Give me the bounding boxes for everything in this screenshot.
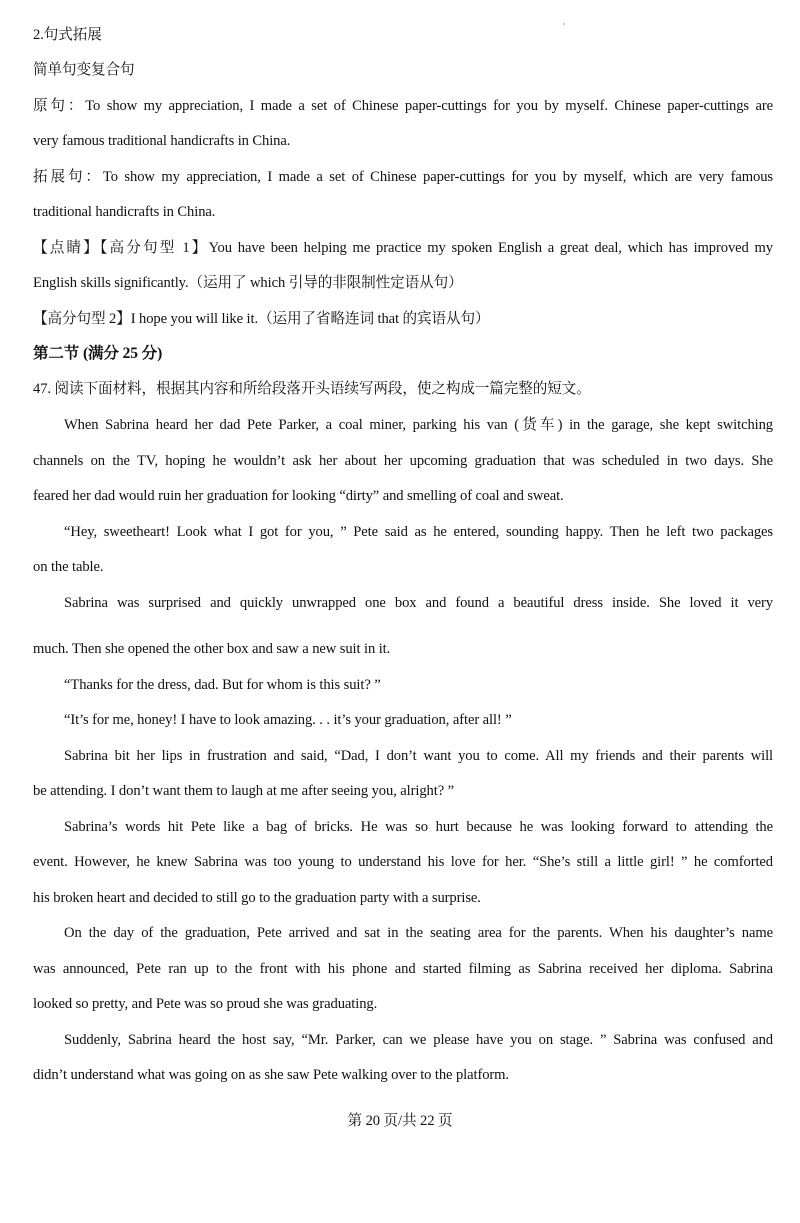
story-line: much. Then she opened the other box and saw a new suit in it. xyxy=(33,641,391,657)
story-line: be attending. I don’t want them to laugh at me after seeing you, alright? ” xyxy=(33,783,454,799)
story-line: On the day of the graduation, Pete arrived and sat in the seating area for the parents. When his daughter’s name xyxy=(64,925,773,941)
story-line: Sabrina bit her lips in frustration and said, “Dad, I don’t want you to come. All my friends and their parents will xyxy=(64,748,773,764)
story-line: feared her dad would ruin her graduation for looking “dirty” and smelling of coal and sweat. xyxy=(33,488,564,504)
story-line: event. However, he knew Sabrina was too young to understand his love for her. “She’s still a little girl! ” he comforted xyxy=(33,854,773,870)
tip-sentence-1-line-2: English skills significantly.（运用了 which 引导的非限制性定语从句） xyxy=(33,275,463,291)
story-line: didn’t understand what was going on as she saw Pete walking over to the platform. xyxy=(33,1067,509,1083)
story-line: looked so pretty, and Pete was so proud she was graduating. xyxy=(33,996,378,1012)
story-line: Suddenly, Sabrina heard the host say, “Mr. Parker, can we please have you on stage. ” Sabrina was confused and xyxy=(64,1032,773,1048)
page-number-footer: 第 20 页/共 22 页 xyxy=(347,1113,453,1129)
expanded-sentence-line-1: 拓展句：To show my appreciation, I made a set of Chinese paper-cuttings for you by myself, which are very famous xyxy=(33,169,773,185)
story-line: on the table. xyxy=(33,559,104,575)
original-sentence-line-2: very famous traditional handicrafts in China. xyxy=(33,133,291,149)
story-line: “Thanks for the dress, dad. But for whom is this suit? ” xyxy=(64,677,381,693)
story-line: Sabrina’s words hit Pete like a bag of bricks. He was so hurt because he was looking forward to attending the xyxy=(64,819,773,835)
section-subheading: 简单句变复合句 xyxy=(33,62,135,78)
section-heading: 2.句式拓展 xyxy=(33,27,102,43)
tip-sentence-2: 【高分句型 2】I hope you will like it.（运用了省略连词 that 的宾语从句） xyxy=(33,311,490,327)
expanded-sentence-line-2: traditional handicrafts in China. xyxy=(33,204,216,220)
story-line: When Sabrina heard her dad Pete Parker, a coal miner, parking his van (货车) in the garage, she kept switching xyxy=(64,417,773,433)
original-sentence-line-1: 原句：To show my appreciation, I made a set of Chinese paper-cuttings for you by myself. Chinese paper-cuttings are xyxy=(33,98,773,114)
section-two-title: 第二节 (满分 25 分) xyxy=(33,345,163,362)
story-line: “It’s for me, honey! I have to look amazing. . . it’s your graduation, after all! ” xyxy=(64,712,512,728)
story-line: Sabrina was surprised and quickly unwrapped one box and found a beautiful dress inside. She loved it very xyxy=(64,595,773,611)
question-instruction: 47. 阅读下面材料，根据其内容和所给段落开头语续写两段，使之构成一篇完整的短文。 xyxy=(33,381,591,397)
story-line: channels on the TV, hoping he wouldn’t ask her about her upcoming graduation that was scheduled in two days. She xyxy=(33,453,773,469)
tip-sentence-1-line-1: 【点睛】【高分句型 1】You have been helping me practice my spoken English a great deal, which has improved my xyxy=(33,240,773,256)
story-line: “Hey, sweetheart! Look what I got for you, ” Pete said as he entered, sounding happy. Then he left two packages xyxy=(64,524,773,540)
story-line: was announced, Pete ran up to the front with his phone and started filming as Sabrina received her diploma. Sabrina xyxy=(33,961,773,977)
story-line: his broken heart and decided to still go to the graduation party with a surprise. xyxy=(33,890,481,906)
